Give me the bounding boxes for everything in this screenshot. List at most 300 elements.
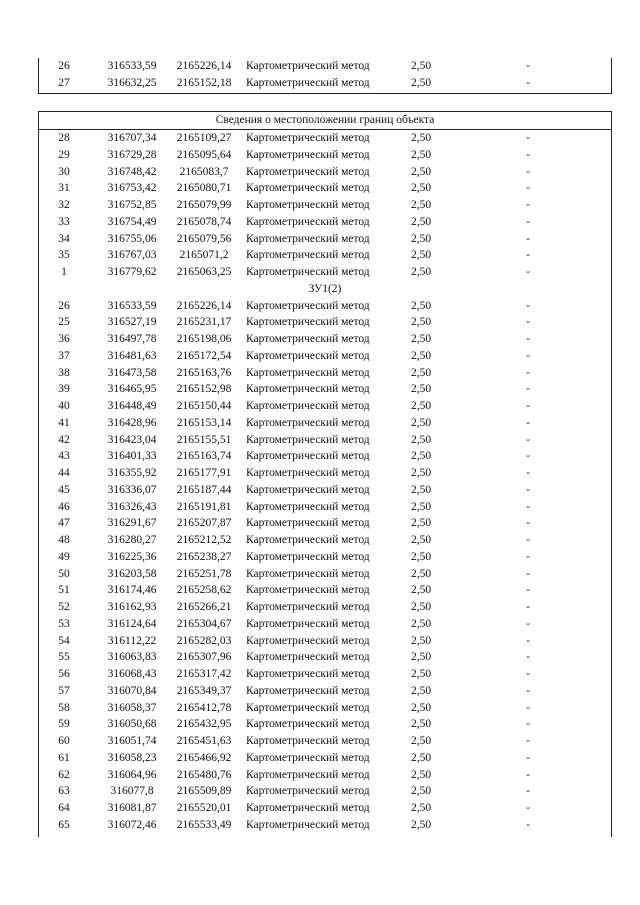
table-row <box>39 415 611 432</box>
table-row <box>39 767 611 784</box>
point-number-cell: 56 <box>58 668 70 680</box>
note-cell: - <box>526 701 530 714</box>
table-row <box>39 331 611 348</box>
method-cell: Картометрический метод <box>246 601 370 613</box>
method-cell: Картометрический метод <box>246 249 370 262</box>
x-coordinate-cell: 316779,62 <box>107 266 157 278</box>
accuracy-cell: 2,50 <box>410 76 432 89</box>
table-row <box>39 130 611 147</box>
method-cell: Картометрический метод <box>246 349 370 362</box>
method-cell: Картометрический метод <box>246 634 370 647</box>
table-row <box>39 75 611 92</box>
table-row <box>39 448 611 465</box>
table-row <box>39 783 611 800</box>
y-coordinate-cell: 2165187,44 <box>176 483 232 496</box>
y-coordinate-cell: 2165150,44 <box>176 400 232 412</box>
x-coordinate-cell: 316473,58 <box>107 366 157 379</box>
y-coordinate-cell: 2165238,27 <box>176 550 232 563</box>
x-coordinate-cell: 316051,74 <box>107 735 157 747</box>
y-coordinate-cell: 2165282,03 <box>176 634 232 647</box>
point-number-cell: 46 <box>58 500 70 513</box>
table-row <box>39 197 611 214</box>
accuracy-cell: 2,50 <box>410 182 432 195</box>
x-coordinate-cell: 316533,59 <box>107 299 157 312</box>
accuracy-cell: 2,50 <box>410 60 432 72</box>
x-coordinate-cell: 316280,27 <box>107 534 157 546</box>
table-row <box>39 482 611 499</box>
accuracy-cell: 2,50 <box>410 751 432 764</box>
x-coordinate-cell: 316326,43 <box>107 500 157 513</box>
accuracy-cell: 2,50 <box>410 617 432 630</box>
note-cell: - <box>526 818 530 831</box>
section-title: Сведения о местоположении границ объекта <box>39 112 611 130</box>
accuracy-cell: 2,50 <box>410 366 432 379</box>
point-number-cell: 42 <box>58 433 70 446</box>
note-cell: - <box>526 534 530 546</box>
rows-b-body <box>39 298 611 834</box>
table-row <box>39 147 611 164</box>
x-coordinate-cell: 316465,95 <box>107 383 157 396</box>
note-cell: - <box>526 550 530 563</box>
accuracy-cell: 2,50 <box>410 316 432 329</box>
note-cell: - <box>526 266 530 278</box>
note-cell: - <box>526 299 530 312</box>
method-cell: Картометрический метод <box>246 668 370 680</box>
table-row <box>39 264 611 281</box>
point-number-cell: 60 <box>58 735 70 747</box>
note-cell: - <box>526 366 530 379</box>
y-coordinate-cell: 2165251,78 <box>176 567 232 580</box>
y-coordinate-cell: 2165466,92 <box>176 751 232 764</box>
y-coordinate-cell: 2165155,51 <box>176 433 232 446</box>
accuracy-cell: 2,50 <box>410 768 432 781</box>
point-number-cell: 48 <box>58 534 70 546</box>
table-row <box>39 231 611 248</box>
rows-a-body <box>39 130 611 281</box>
table-row <box>39 381 611 398</box>
point-number-cell: 45 <box>58 483 70 496</box>
y-coordinate-cell: 2165079,99 <box>176 199 232 211</box>
accuracy-cell: 2,50 <box>410 517 432 530</box>
point-number-cell: 40 <box>58 400 70 412</box>
accuracy-cell: 2,50 <box>410 450 432 463</box>
accuracy-cell: 2,50 <box>410 249 432 262</box>
accuracy-cell: 2,50 <box>410 383 432 396</box>
accuracy-cell: 2,50 <box>410 701 432 714</box>
note-cell: - <box>526 735 530 747</box>
x-coordinate-cell: 316112,22 <box>107 634 157 647</box>
method-cell: Картометрический метод <box>246 299 370 312</box>
point-number-cell: 33 <box>58 215 70 228</box>
table-row <box>39 649 611 666</box>
method-cell: Картометрический метод <box>246 818 370 831</box>
y-coordinate-cell: 2165480,76 <box>176 768 232 781</box>
note-cell: - <box>526 785 530 798</box>
x-coordinate-cell: 316423,04 <box>107 433 157 446</box>
point-number-cell: 32 <box>58 199 70 211</box>
note-cell: - <box>526 517 530 530</box>
note-cell: - <box>526 132 530 144</box>
point-number-cell: 58 <box>58 701 70 714</box>
note-cell: - <box>526 60 530 72</box>
table-row <box>39 465 611 482</box>
x-coordinate-cell: 316767,03 <box>107 249 157 262</box>
point-number-cell: 54 <box>58 634 70 647</box>
accuracy-cell: 2,50 <box>410 818 432 831</box>
accuracy-cell: 2,50 <box>410 567 432 580</box>
method-cell: Картометрический метод <box>246 768 370 781</box>
note-cell: - <box>526 76 530 89</box>
note-cell: - <box>526 199 530 211</box>
x-coordinate-cell: 316291,67 <box>107 517 157 530</box>
x-coordinate-cell: 316058,37 <box>107 701 157 714</box>
accuracy-cell: 2,50 <box>410 684 432 697</box>
method-cell: Картометрический метод <box>246 684 370 697</box>
table-row <box>39 716 611 733</box>
note-cell: - <box>526 249 530 262</box>
x-coordinate-cell: 316081,87 <box>107 802 157 814</box>
note-cell: - <box>526 316 530 329</box>
x-coordinate-cell: 316527,19 <box>107 316 157 329</box>
x-coordinate-cell: 316753,42 <box>107 182 157 195</box>
point-number-cell: 50 <box>58 567 70 580</box>
note-cell: - <box>526 483 530 496</box>
accuracy-cell: 2,50 <box>410 735 432 747</box>
table-row <box>39 666 611 683</box>
method-cell: Картометрический метод <box>246 802 370 814</box>
accuracy-cell: 2,50 <box>410 400 432 412</box>
y-coordinate-cell: 2165451,63 <box>176 735 232 747</box>
table-row <box>39 432 611 449</box>
table-row <box>39 499 611 516</box>
method-cell: Картометрический метод <box>246 651 370 664</box>
method-cell: Картометрический метод <box>246 400 370 412</box>
accuracy-cell: 2,50 <box>410 500 432 513</box>
x-coordinate-cell: 316068,43 <box>107 668 157 680</box>
y-coordinate-cell: 2165266,21 <box>176 601 232 613</box>
table-row <box>39 616 611 633</box>
point-number-cell: 36 <box>58 333 70 345</box>
note-cell: - <box>526 500 530 513</box>
y-coordinate-cell: 2165412,78 <box>176 701 232 714</box>
x-coordinate-cell: 316336,07 <box>107 483 157 496</box>
note-cell: - <box>526 584 530 597</box>
method-cell: Картометрический метод <box>246 199 370 211</box>
point-number-cell: 30 <box>58 165 70 178</box>
y-coordinate-cell: 2165095,64 <box>176 148 232 161</box>
table-row <box>39 164 611 181</box>
method-cell: Картометрический метод <box>246 450 370 463</box>
note-cell: - <box>526 467 530 479</box>
x-coordinate-cell: 316707,34 <box>107 132 157 144</box>
note-cell: - <box>526 433 530 446</box>
note-cell: - <box>526 802 530 814</box>
x-coordinate-cell: 316072,46 <box>107 818 157 831</box>
accuracy-cell: 2,50 <box>410 550 432 563</box>
accuracy-cell: 2,50 <box>410 165 432 178</box>
table-row <box>39 566 611 583</box>
y-coordinate-cell: 2165307,96 <box>176 651 232 664</box>
table-row <box>39 750 611 767</box>
point-number-cell: 63 <box>58 785 70 798</box>
accuracy-cell: 2,50 <box>410 215 432 228</box>
accuracy-cell: 2,50 <box>410 333 432 345</box>
point-number-cell: 47 <box>58 517 70 530</box>
y-coordinate-cell: 2165083,7 <box>179 165 229 178</box>
y-coordinate-cell: 2165163,74 <box>176 450 232 463</box>
method-cell: Картометрический метод <box>246 60 370 72</box>
note-cell: - <box>526 148 530 161</box>
table-row <box>39 348 611 365</box>
method-cell: Картометрический метод <box>246 182 370 195</box>
y-coordinate-cell: 2165212,52 <box>176 534 232 546</box>
accuracy-cell: 2,50 <box>410 785 432 798</box>
method-cell: Картометрический метод <box>246 76 370 89</box>
point-number-cell: 52 <box>58 601 70 613</box>
note-cell: - <box>526 232 530 245</box>
y-coordinate-cell: 2165078,74 <box>176 215 232 228</box>
table-row <box>39 398 611 415</box>
point-number-cell: 43 <box>58 450 70 463</box>
y-coordinate-cell: 2165231,17 <box>176 316 232 329</box>
method-cell: Картометрический метод <box>246 333 370 345</box>
accuracy-cell: 2,50 <box>410 299 432 312</box>
method-cell: Картометрический метод <box>246 785 370 798</box>
point-number-cell: 26 <box>58 60 70 72</box>
y-coordinate-cell: 2165152,98 <box>176 383 232 396</box>
accuracy-cell: 2,50 <box>410 433 432 446</box>
method-cell: Картометрический метод <box>246 751 370 764</box>
note-cell: - <box>526 617 530 630</box>
x-coordinate-cell: 316401,33 <box>107 450 157 463</box>
method-cell: Картометрический метод <box>246 132 370 144</box>
table-row <box>39 515 611 532</box>
note-cell: - <box>526 416 530 429</box>
x-coordinate-cell: 316755,06 <box>107 232 157 245</box>
accuracy-cell: 2,50 <box>410 148 432 161</box>
note-cell: - <box>526 400 530 412</box>
y-coordinate-cell: 2165152,18 <box>176 76 232 89</box>
table-row <box>39 549 611 566</box>
y-coordinate-cell: 2165533,49 <box>176 818 232 831</box>
point-number-cell: 37 <box>58 349 70 362</box>
note-cell: - <box>526 567 530 580</box>
x-coordinate-cell: 316124,64 <box>107 617 157 630</box>
note-cell: - <box>526 651 530 664</box>
accuracy-cell: 2,50 <box>410 668 432 680</box>
method-cell: Картометрический метод <box>246 165 370 178</box>
method-cell: Картометрический метод <box>246 383 370 396</box>
table-row <box>39 683 611 700</box>
x-coordinate-cell: 316063,83 <box>107 651 157 664</box>
x-coordinate-cell: 316428,96 <box>107 416 157 429</box>
accuracy-cell: 2,50 <box>410 601 432 613</box>
method-cell: Картометрический метод <box>246 534 370 546</box>
point-number-cell: 28 <box>58 132 70 144</box>
x-coordinate-cell: 316077,8 <box>110 785 154 798</box>
method-cell: Картометрический метод <box>246 433 370 446</box>
y-coordinate-cell: 2165432,95 <box>176 718 232 731</box>
table-row <box>39 599 611 616</box>
method-cell: Картометрический метод <box>246 467 370 479</box>
table-row <box>39 700 611 717</box>
point-number-cell: 57 <box>58 684 70 697</box>
accuracy-cell: 2,50 <box>410 483 432 496</box>
boundary-info-table <box>38 111 612 837</box>
point-number-cell: 25 <box>58 316 70 329</box>
x-coordinate-cell: 316754,49 <box>107 215 157 228</box>
table-row <box>39 298 611 315</box>
accuracy-cell: 2,50 <box>410 232 432 245</box>
table-row <box>39 314 611 331</box>
point-number-cell: 26 <box>58 299 70 312</box>
accuracy-cell: 2,50 <box>410 266 432 278</box>
y-coordinate-cell: 2165520,01 <box>176 802 232 814</box>
x-coordinate-cell: 316632,25 <box>107 76 157 89</box>
point-number-cell: 64 <box>58 802 70 814</box>
accuracy-cell: 2,50 <box>410 634 432 647</box>
note-cell: - <box>526 182 530 195</box>
method-cell: Картометрический метод <box>246 617 370 630</box>
method-cell: Картометрический метод <box>246 735 370 747</box>
point-number-cell: 51 <box>58 584 70 597</box>
y-coordinate-cell: 2165317,42 <box>176 668 232 680</box>
y-coordinate-cell: 2165071,2 <box>179 249 229 262</box>
note-cell: - <box>526 668 530 680</box>
y-coordinate-cell: 2165304,67 <box>176 617 232 630</box>
table-row <box>39 58 611 75</box>
method-cell: Картометрический метод <box>246 584 370 597</box>
point-number-cell: 31 <box>58 182 70 195</box>
table-row <box>39 532 611 549</box>
method-cell: Картометрический метод <box>246 701 370 714</box>
x-coordinate-cell: 316533,59 <box>107 60 157 72</box>
y-coordinate-cell: 2165226,14 <box>176 299 232 312</box>
y-coordinate-cell: 2165349,37 <box>176 684 232 697</box>
accuracy-cell: 2,50 <box>410 718 432 731</box>
note-cell: - <box>526 383 530 396</box>
y-coordinate-cell: 2165198,06 <box>176 333 232 345</box>
y-coordinate-cell: 2165509,89 <box>176 785 232 798</box>
point-number-cell: 34 <box>58 232 70 245</box>
method-cell: Картометрический метод <box>246 517 370 530</box>
y-coordinate-cell: 2165226,14 <box>176 60 232 72</box>
accuracy-cell: 2,50 <box>410 467 432 479</box>
table-row <box>39 180 611 197</box>
y-coordinate-cell: 2165163,76 <box>176 366 232 379</box>
point-number-cell: 62 <box>58 768 70 781</box>
y-coordinate-cell: 2165109,27 <box>176 132 232 144</box>
x-coordinate-cell: 316050,68 <box>107 718 157 731</box>
note-cell: - <box>526 684 530 697</box>
accuracy-cell: 2,50 <box>410 651 432 664</box>
point-number-cell: 29 <box>58 148 70 161</box>
accuracy-cell: 2,50 <box>410 802 432 814</box>
table-row <box>39 247 611 264</box>
method-cell: Картометрический метод <box>246 316 370 329</box>
table-row <box>39 800 611 817</box>
accuracy-cell: 2,50 <box>410 132 432 144</box>
method-cell: Картометрический метод <box>246 148 370 161</box>
accuracy-cell: 2,50 <box>410 199 432 211</box>
note-cell: - <box>526 718 530 731</box>
method-cell: Картометрический метод <box>246 500 370 513</box>
y-coordinate-cell: 2165207,87 <box>176 517 232 530</box>
note-cell: - <box>526 165 530 178</box>
y-coordinate-cell: 2165258,62 <box>176 584 232 597</box>
point-number-cell: 27 <box>58 76 70 89</box>
method-cell: Картометрический метод <box>246 232 370 245</box>
method-cell: Картометрический метод <box>246 718 370 731</box>
x-coordinate-cell: 316748,42 <box>107 165 157 178</box>
accuracy-cell: 2,50 <box>410 534 432 546</box>
note-cell: - <box>526 450 530 463</box>
accuracy-cell: 2,50 <box>410 349 432 362</box>
table-row <box>39 633 611 650</box>
x-coordinate-cell: 316481,63 <box>107 349 157 362</box>
note-cell: - <box>526 601 530 613</box>
x-coordinate-cell: 316752,85 <box>107 199 157 211</box>
method-cell: Картометрический метод <box>246 550 370 563</box>
point-number-cell: 53 <box>58 617 70 630</box>
point-number-cell: 55 <box>58 651 70 664</box>
y-coordinate-cell: 2165172,54 <box>176 349 232 362</box>
x-coordinate-cell: 316225,36 <box>107 550 157 563</box>
accuracy-cell: 2,50 <box>410 584 432 597</box>
table-row <box>39 582 611 599</box>
coordinates-table-top <box>38 58 612 94</box>
point-number-cell: 41 <box>58 416 70 429</box>
point-number-cell: 1 <box>61 266 67 278</box>
x-coordinate-cell: 316355,92 <box>107 467 157 479</box>
method-cell: Картометрический метод <box>246 416 370 429</box>
note-cell: - <box>526 634 530 647</box>
point-number-cell: 38 <box>58 366 70 379</box>
method-cell: Картометрический метод <box>246 567 370 580</box>
x-coordinate-cell: 316058,23 <box>107 751 157 764</box>
table-row <box>39 817 611 834</box>
point-number-cell: 39 <box>58 383 70 396</box>
point-number-cell: 59 <box>58 718 70 731</box>
x-coordinate-cell: 316729,28 <box>107 148 157 161</box>
note-cell: - <box>526 349 530 362</box>
point-number-cell: 65 <box>58 818 70 831</box>
point-number-cell: 61 <box>58 751 70 764</box>
x-coordinate-cell: 316064,96 <box>107 768 157 781</box>
method-cell: Картометрический метод <box>246 266 370 278</box>
note-cell: - <box>526 751 530 764</box>
y-coordinate-cell: 2165153,14 <box>176 416 232 429</box>
x-coordinate-cell: 316448,49 <box>107 400 157 412</box>
point-number-cell: 35 <box>58 249 70 262</box>
x-coordinate-cell: 316162,93 <box>107 601 157 613</box>
method-cell: Картометрический метод <box>246 215 370 228</box>
point-number-cell: 49 <box>58 550 70 563</box>
note-cell: - <box>526 215 530 228</box>
x-coordinate-cell: 316174,46 <box>107 584 157 597</box>
method-cell: Картометрический метод <box>246 366 370 379</box>
point-number-cell: 44 <box>58 467 70 479</box>
table-row <box>39 214 611 231</box>
method-cell: Картометрический метод <box>246 483 370 496</box>
note-cell: - <box>526 768 530 781</box>
x-coordinate-cell: 316070,84 <box>107 684 157 697</box>
table-row <box>39 365 611 382</box>
parcel-subtitle: ЗУ1(2) <box>308 282 342 295</box>
top-rows-body <box>39 58 611 92</box>
note-cell: - <box>526 333 530 345</box>
x-coordinate-cell: 316203,58 <box>107 567 157 580</box>
